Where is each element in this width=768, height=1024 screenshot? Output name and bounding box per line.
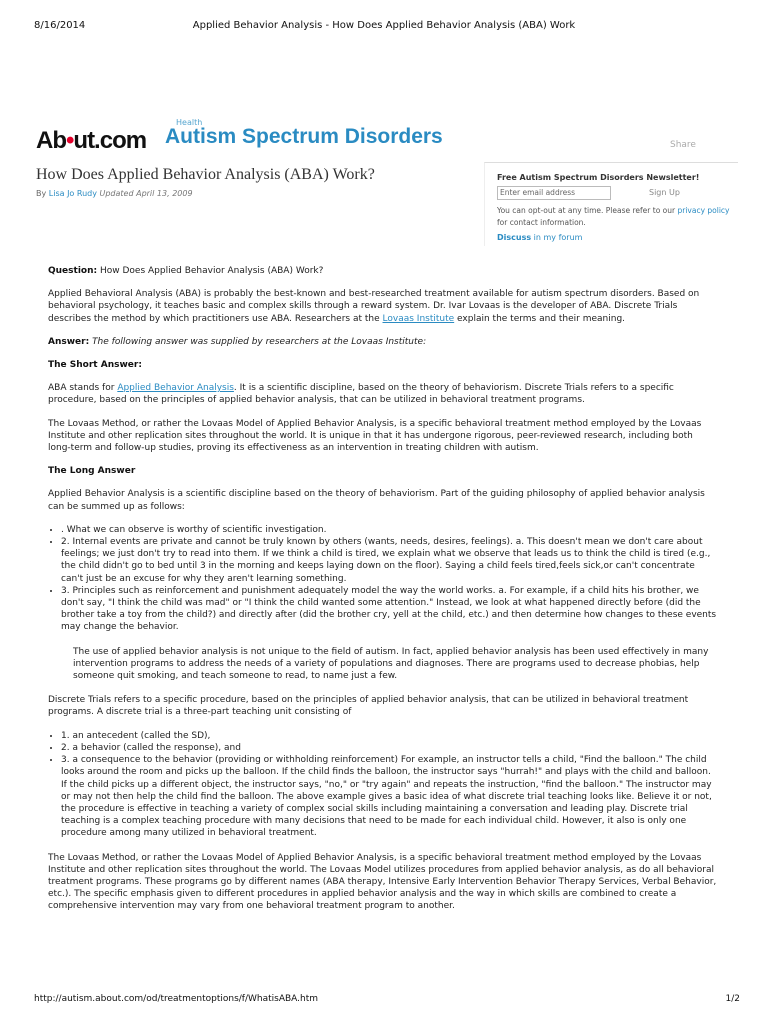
byline-by: By [36,189,47,198]
answer-label: Answer: [48,336,90,347]
discuss-row [497,233,738,242]
footer-url: http://autism.about.com/od/treatmentoptions/f/WhatisABA.htm [34,994,319,1004]
short-text-1a: ABA stands for [48,383,115,394]
long-answer-paragraph-3: Discrete Trials refers to a specific procedure, based on the principles of applied behavior analysis, that can be utilized in behavioral treatment programs. A discrete trial is a three-part teaching unit consisting of [48,695,689,718]
short-answer-heading [48,359,718,371]
logo-dot: • [66,127,74,154]
long-answer-paragraph-1: Applied Behavior Analysis is a scientific discipline based on the theory of behaviorism. Part of the guiding philosophy of applied behavior analysis can be summed up as follows: [48,489,705,512]
discrete-trial-list [48,730,718,840]
list-item: • 1. an antecedent (called the SD), [61,730,718,742]
print-header [0,0,768,30]
list-item: • 3. a consequence to the behavior (providing or withholding reinforcement) For example, an instructor tells a child, "Find the balloon." The child looks around the room and picks up the balloon. If the child finds the balloon, the instructor says "hurrah!" and plays with the child and balloon. If the child picks up a different object, the instructor says, "no," or "try again" and repeats the instruction, "find the balloon." The instructor may or may not then help the child find the balloon. The above example gives a basic idea of what discrete trial teaching looks like. Believe it or not, the procedure is effective in teaching a variety of complex social skills including maintaining a conversation and leading play. Discrete trial teaching is a complex teaching procedure with many decisions that need to be made for each individual child. However, it also is only one procedure among many utilized in behavioral treatment. [61,754,718,839]
long-heading-text: The Long Answer [48,466,136,477]
site-title[interactable]: Autism Spectrum Disorders [165,125,443,148]
page-title: How Does Applied Behavior Analysis (ABA) Work? [36,166,375,183]
share-button[interactable]: Share [670,140,696,150]
article-body [48,265,718,924]
question-label: Question: [48,266,98,276]
long-answer-heading [48,465,718,477]
short-heading-text: The Short Answer: [48,360,142,371]
list-item-text: 3. Principles such as reinforcement and punishment adequately model the way the world works. a. For example, if a child hits his brother, we don't say, "I think the child was mad" or "I think the child wanted some attention." Instead, we look at what happened directly before (did the brother take a toy from the child?) and directly after (did the brother cry, yell at the child, etc.) and then determine how changes to these events may change the behavior. [61,585,717,633]
updated-date: Updated April 13, 2009 [99,189,193,198]
newsletter-text-2: for contact information. [497,218,586,227]
newsletter-title: Free Autism Spectrum Disorders Newsletter! [497,173,700,182]
short-answer-paragraph-1 [48,382,718,406]
print-date: 8/16/2014 [34,20,86,31]
email-input[interactable]: Enter email address [497,186,611,200]
list-item: • . What we can observe is worthy of scientific investigation. [61,524,718,536]
short-answer-paragraph-2: The Lovaas Method, or rather the Lovaas Model of Applied Behavior Analysis, is a specific behavioral treatment method employed by the Lovaas Institute and other replication sites throughout the world. It is unique in that it has undergone rigorous, peer-reviewed research, including both long-term and follow-up studies, proving its effectiveness as an intervention in treating children with autism. [48,418,702,454]
intro-paragraph [48,288,718,325]
list-item [61,585,718,682]
question-text: How Does Applied Behavior Analysis (ABA) Work? [99,266,324,276]
author-link[interactable]: Lisa Jo Rudy [48,189,97,198]
site-header [36,118,736,158]
privacy-policy-link[interactable]: privacy policy [677,206,730,215]
logo-text-2: ut.com [73,127,147,154]
signup-button[interactable]: Sign Up [649,188,680,197]
discuss-link[interactable]: Discuss [497,233,532,242]
forum-link[interactable]: in my forum [533,233,583,242]
page-number: 1/2 [725,994,740,1004]
philosophy-list [48,524,718,682]
answer-paragraph [48,336,718,348]
answer-text: The following answer was supplied by researchers at the Lovaas Institute: [92,336,427,347]
lovaas-institute-link[interactable]: Lovaas Institute [382,313,455,324]
list-item: • 2. Internal events are private and cannot be truly known by others (wants, needs, desires, feelings). a. This doesn't mean we don't care about feelings; we just don't try to read into them. If we think a child is tired, we explain what we observe that leads us to think the child is tired (e.g., the child didn't go to bed until 3 in the morning and keeps laying down on the floor). Saying a child feels tired,feels sick,or can't concentrate can't just be an excuse for why they aren't learning something. [61,536,718,585]
list-item: • 2. a behavior (called the response), and [61,742,718,754]
section-tag[interactable]: Health [176,118,203,127]
about-logo[interactable] [36,127,146,155]
long-answer-paragraph-4: The Lovaas Method, or rather the Lovaas Model of Applied Behavior Analysis, is a specific behavioral treatment method employed by the Lovaas Institute and other replication sites throughout the world. The Lovaas Model utilizes procedures from applied behavior analysis, as do all behavioral treatment programs. These programs go by different names (ABA therapy, Intensive Early Intervention Behavior Therapy Services, Verbal Behavior, etc.). The specific emphasis given to different procedures in applied behavior analysis and the way in which skills are combined to create a comprehensive intervention may vary from one behavioral treatment program to another. [48,852,717,912]
logo-text-1: Ab [36,127,66,154]
question-paragraph [48,265,718,277]
byline [36,189,193,198]
aba-link[interactable]: Applied Behavior Analysis [117,383,234,394]
print-title: Applied Behavior Analysis - How Does Applied Behavior Analysis (ABA) Work [192,20,576,31]
intro-text-1: Applied Behavioral Analysis (ABA) is probably the best-known and best-researched treatment available for autism spectrum disorders. Based on behavioral psychology, it teaches basic and complex skills through a reward system. Dr. Ivar Lovaas is the developer of ABA. Discrete Trials describes the method by which practitioners use ABA. Researchers at the [48,289,700,324]
list-item-note: The use of applied behavior analysis is not unique to the field of autism. In fact, applied behavior analysis has been used effectively in many intervention programs to address the needs of a variety of populations and diagnoses. There are programs used to decrease phobias, help someone quit smoking, and teach someone to read, to name just a few. [73,646,709,682]
newsletter-info [497,205,738,229]
intro-text-2: explain the terms and their meaning. [457,313,626,324]
short-text-1b: . It is a scientific discipline, based on the theory of behaviorism. Discrete Trials refers to a specific procedure, based on the principles of applied behavior analysis, that can be utilized in behavioral treatment programs. [48,383,674,406]
newsletter-text-1: You can opt-out at any time. Please refer to our [497,206,676,215]
newsletter-box [484,162,738,246]
